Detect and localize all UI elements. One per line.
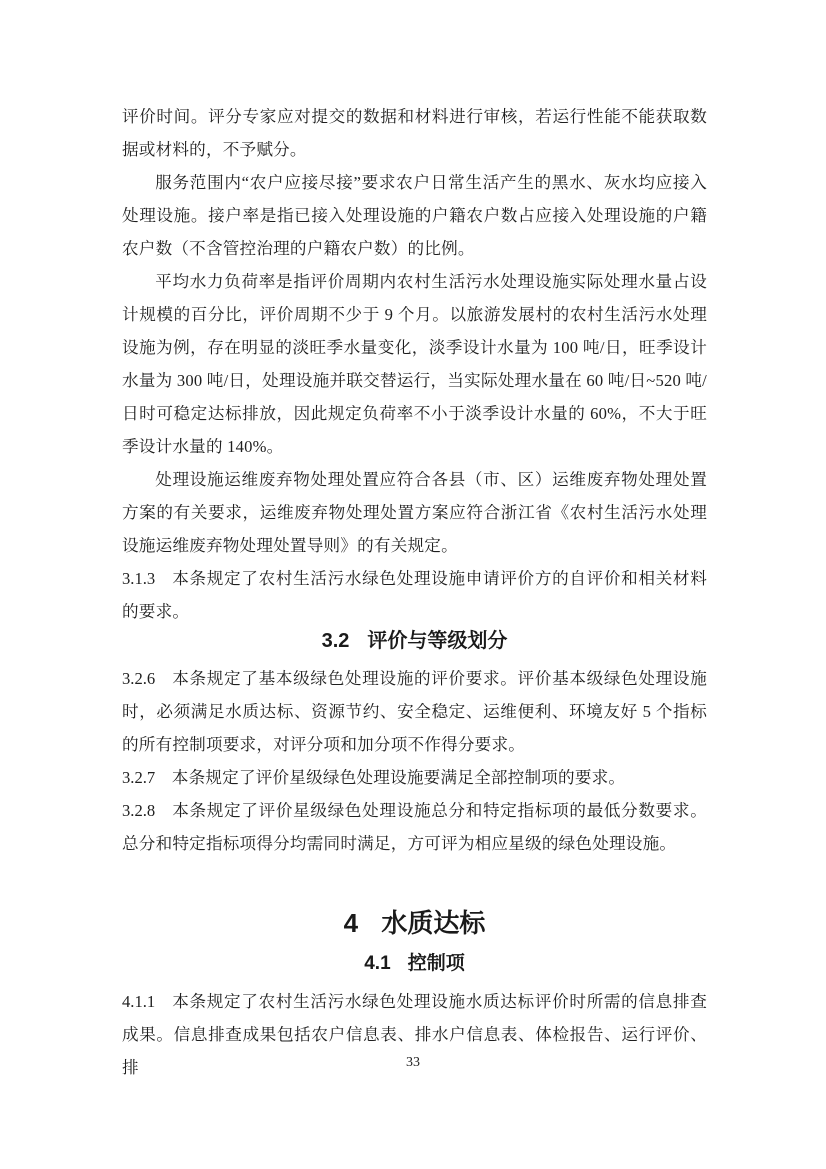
clause-number: 3.2.8 xyxy=(122,801,156,820)
chapter-heading-number: 4 xyxy=(343,908,359,938)
page-content xyxy=(122,100,707,1084)
clause-3-2-7 xyxy=(122,761,707,794)
clause-text: 本条规定了农村生活污水绿色处理设施水质达标评价时所需的信息排查成果。信息排查成果包括农户信息表、排水户信息表、体检报告、运行评价、排 xyxy=(122,992,707,1077)
clause-number: 3.2.6 xyxy=(122,669,156,688)
clause-3-2-8 xyxy=(122,794,707,860)
clause-3-2-6 xyxy=(122,662,707,761)
paragraph-continuation: 评价时间。评分专家应对提交的数据和材料进行审核，若运行性能不能获取数据或材料的，不予赋分。 xyxy=(122,107,707,159)
paragraph-waste-disposal: 处理设施运维废弃物处理处置应符合各县（市、区）运维废弃物处理处置方案的有关要求，运维废弃物处理处置方案应符合浙江省《农村生活污水处理设施运维废弃物处理处置导则》的有关规定。 xyxy=(122,470,707,555)
clause-text: 本条规定了评价星级绿色处理设施要满足全部控制项的要求。 xyxy=(171,768,626,787)
section-heading-title: 评价与等级划分 xyxy=(367,630,508,652)
paragraph-service-scope: 服务范围内“农户应接尽接”要求农户日常生活产生的黑水、灰水均应接入处理设施。接户率是指已接入处理设施的户籍农户数占应接入处理设施的户籍农户数（不含管控治理的户籍农户数）的比例。 xyxy=(122,173,707,258)
chapter-heading-title: 水质达标 xyxy=(381,908,486,938)
clause-text: 本条规定了农村生活污水绿色处理设施申请评价方的自评价和相关材料的要求。 xyxy=(122,569,707,621)
clause-number: 3.2.7 xyxy=(122,768,156,787)
chapter-heading-4 xyxy=(122,906,707,940)
clause-number: 4.1.1 xyxy=(122,992,156,1011)
section-heading-4-1 xyxy=(122,951,707,977)
section-heading-number: 4.1 xyxy=(364,953,391,974)
clause-number: 3.1.3 xyxy=(122,569,156,588)
section-heading-3-2 xyxy=(122,628,707,654)
page-number: 33 xyxy=(406,1055,420,1070)
section-heading-title: 控制项 xyxy=(407,953,465,974)
section-heading-number: 3.2 xyxy=(321,630,350,652)
clause-text: 本条规定了评价星级绿色处理设施总分和特定指标项的最低分数要求。总分和特定指标项得分均需同时满足，方可评为相应星级的绿色处理设施。 xyxy=(122,801,707,853)
clause-text: 本条规定了基本级绿色处理设施的评价要求。评价基本级绿色处理设施时，必须满足水质达标、资源节约、安全稳定、运维便利、环境友好 5 个指标的所有控制项要求，对评分项和加分项不作得分要求。 xyxy=(122,669,707,754)
paragraph-hydraulic-load: 平均水力负荷率是指评价周期内农村生活污水处理设施实际处理水量占设计规模的百分比，评价周期不少于 9 个月。以旅游发展村的农村生活污水处理设施为例，存在明显的淡旺季水量变化，淡季设计水量为 100 吨/日，旺季设计水量为 300 吨/日，处理设施并联交替运行，当实际处理水量在 60 吨/日~520 吨/日时可稳定达标排放，因此规定负荷率不小于淡季设计水量的 60%，不大于旺季设计水量的 140%。 xyxy=(122,272,707,456)
clause-3-1-3 xyxy=(122,562,707,628)
